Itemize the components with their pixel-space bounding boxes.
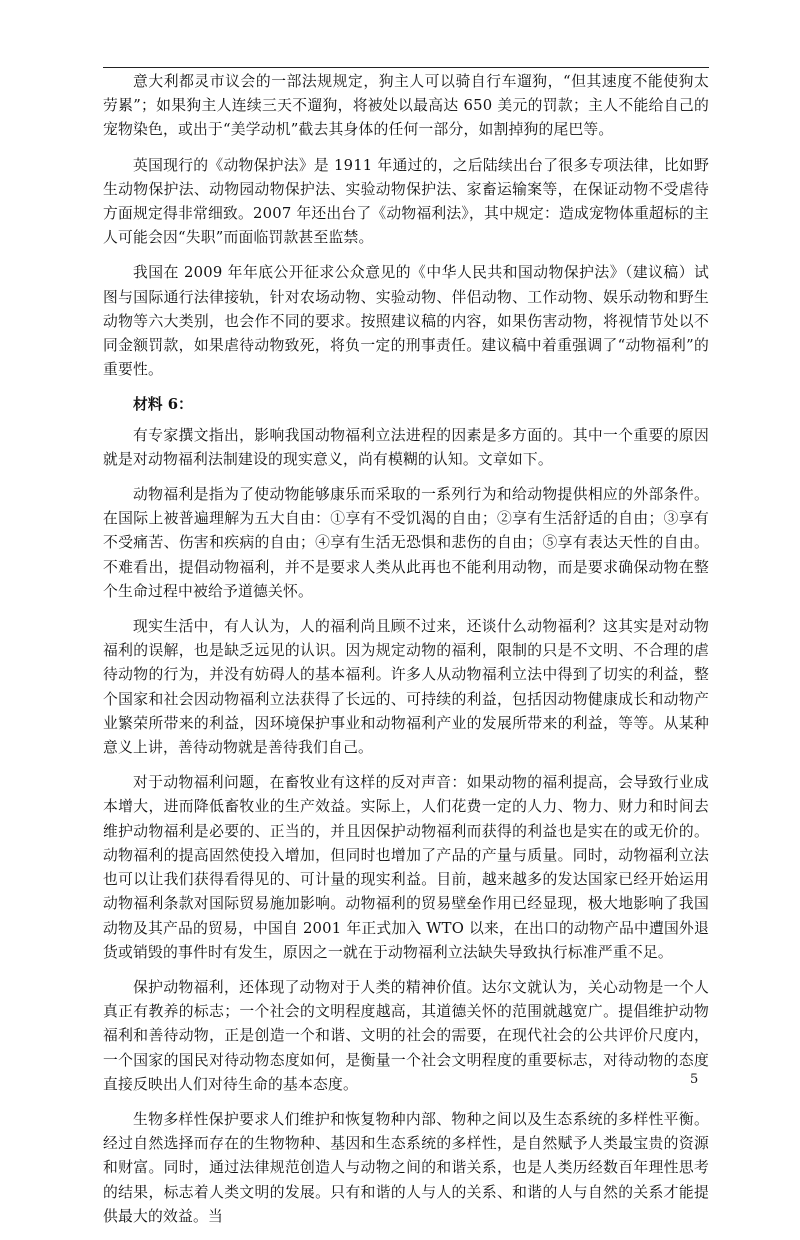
paragraph-welfare-misunderstanding: 现实生活中，有人认为，人的福利尚且顾不过来，还谈什么动物福利？这其实是对动物福利的误解，也是缺乏远见的认识。因为规定动物的福利，限制的只是不文明、不合理的虐待动物的行为，并没有妨碍人的基本福利。许多人从动物福利立法中得到了切实的利益，整个国家和社会因动物福利立法获得了长远的、可持续的利益，包括因动物健康成长和动物产业繁荣所带来的利益，因环境保护事业和动物福利产业的发展所带来的利益，等等。从某种意义上讲，善待动物就是善待我们自己。 [103, 618, 709, 757]
paragraph-biodiversity: 生物多样性保护要求人们维护和恢复物种内部、物种之间以及生态系统的多样性平衡。经过自然选择而存在的生物物种、基因和生态系统的多样性，是自然赋予人类最宝贵的资源和财富。同时，通过法律规范创造人与动物之间的和谐关系，也是人类历经数百年理性思考的结果，标志着人类文明的发展。只有和谐的人与人的关系、和谐的人与自然的关系才能提供最大的效益。当 [103, 1110, 709, 1225]
paragraph-animal-welfare-definition: 动物福利是指为了使动物能够康乐而采取的一系列行为和给动物提供相应的外部条件。在国际上被普遍理解为五大自由：①享有不受饥渴的自由；②享有生活舒适的自由；③享有不受痛苦、伤害和疾病的自由；④享有生活无恐惧和悲伤的自由；⑤享有表达天性的自由。不难看出，提倡动物福利，并不是要求人类从此再也不能利用动物，而是要求确保动物在整个生命过程中被给予道德关怀。 [103, 486, 709, 600]
paragraph-expert-intro: 有专家撰文指出，影响我国动物福利立法进程的因素是多方面的。其中一个重要的原因就是对动物福利法制建设的现实意义，尚有模糊的认知。文章如下。 [103, 426, 709, 468]
paragraph-spiritual-value: 保护动物福利，还体现了动物对于人类的精神价值。达尔文就认为，关心动物是一个人真正有教养的标志；一个社会的文明程度越高，其道德关怀的范围就越宽广。提倡维护动物福利和善待动物，正是创造一个和谐、文明的社会的需要，在现代社会的公共评价尺度内，一个国家的国民对待动物态度如何，是衡量一个社会文明程度的重要标志，对待动物的态度直接反映出人们对待生命的基本态度。 [103, 978, 709, 1093]
paragraph-italy-law: 意大利都灵市议会的一部法规规定，狗主人可以骑自行车遛狗，“但其速度不能使狗太劳累”；如果狗主人连续三天不遛狗，将被处以最高达 650 美元的罚款；主人不能给自己的宠物染色，或出于“美学动机”截去其身体的任何一部分，如割掉狗的尾巴等。 [103, 73, 709, 139]
section-heading-material-6: 材料 6： [133, 396, 193, 414]
page-body [103, 70, 709, 1240]
page-number: 5 [690, 1072, 699, 1087]
paragraph-uk-law: 英国现行的《动物保护法》是 1911 年通过的，之后陆续出台了很多专项法律，比如野生动物保护法、动物园动物保护法、实验动物保护法、家畜运输案等，在保证动物不受虐待方面规定得非常细致。2007 年还出台了《动物福利法》，其中规定：造成宠物体重超标的主人可能会因“失职”而面临罚款甚至监禁。 [103, 156, 709, 247]
header-rule [103, 67, 709, 68]
paragraph-livestock-objection: 对于动物福利问题，在畜牧业有这样的反对声音：如果动物的福利提高，会导致行业成本增大，进而降低畜牧业的生产效益。实际上，人们花费一定的人力、物力、财力和时间去维护动物福利是必要的、正当的，并且因保护动物福利而获得的利益也是实在的或无价的。动物福利的提高固然使投入增加，但同时也增加了产品的产量与质量。同时，动物福利立法也可以让我们获得看得见的、可计量的现实利益。目前，越来越多的发达国家已经开始运用动物福利条款对国际贸易施加影响。动物福利的贸易壁垒作用已经显现，极大地影响了我国动物及其产品的贸易，中国自 2001 年正式加入 WTO 以来，在出口的动物产品中遭国外退货或销毁的事件时有发生，原因之一就在于动物福利立法缺失导致执行标准严重不足。 [103, 774, 709, 961]
paragraph-china-draft: 我国在 2009 年年底公开征求公众意见的《中华人民共和国动物保护法》（建议稿）试图与国际通行法律接轨，针对农场动物、实验动物、伴侣动物、工作动物、娱乐动物和野生动物等六大类别，也会作不同的要求。按照建议稿的内容，如果伤害动物，将视情节处以不同金额罚款，如果虐待动物致死，将负一定的刑事责任。建议稿中着重强调了“动物福利”的重要性。 [103, 264, 709, 379]
